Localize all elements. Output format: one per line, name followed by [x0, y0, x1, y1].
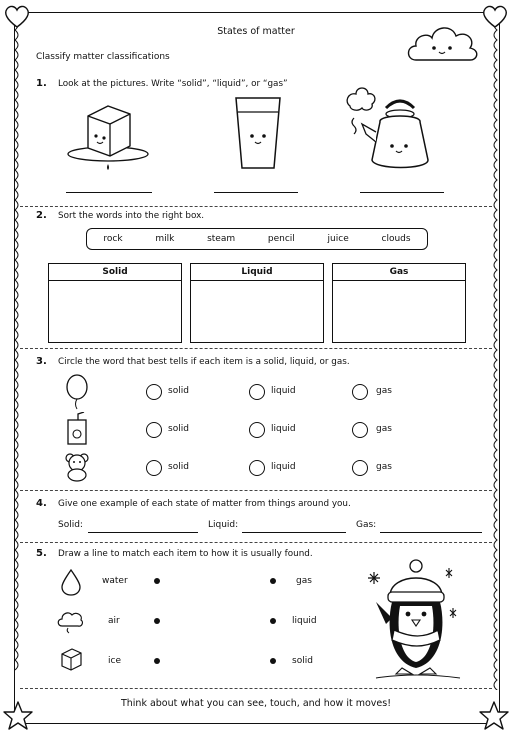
teddy-bear-icon [62, 452, 92, 482]
answer-line[interactable] [360, 192, 444, 193]
question-text: Circle the word that best tells if each item is a solid, liquid, or gas. [58, 357, 350, 367]
option-circle[interactable] [146, 460, 162, 476]
option-circle[interactable] [352, 460, 368, 476]
kettle-steam-icon [340, 84, 440, 176]
match-left-label: ice [108, 656, 121, 666]
match-dot-left[interactable] [154, 578, 160, 584]
match-dot-right[interactable] [270, 578, 276, 584]
option-label: gas [376, 386, 392, 396]
match-dot-right[interactable] [270, 618, 276, 624]
sort-box-solid[interactable] [48, 263, 182, 343]
question-text: Draw a line to match each item to how it is usually found. [58, 549, 313, 559]
word-bank-item: steam [207, 234, 236, 244]
sort-box-gas[interactable] [332, 263, 466, 343]
match-right-label: gas [296, 576, 312, 586]
option-circle[interactable] [249, 384, 265, 400]
sort-box-header: Gas [333, 264, 465, 281]
option-label: gas [376, 424, 392, 434]
match-left-label: water [102, 576, 128, 586]
water-drop-icon [60, 568, 82, 596]
match-right-label: liquid [292, 616, 317, 626]
section-divider [20, 348, 492, 349]
option-circle[interactable] [352, 422, 368, 438]
question-number: 4. [36, 498, 47, 509]
section-divider [20, 206, 492, 207]
option-circle[interactable] [352, 384, 368, 400]
option-circle[interactable] [146, 422, 162, 438]
section-divider [20, 490, 492, 491]
scallop-border-left [9, 20, 21, 690]
match-dot-left[interactable] [154, 618, 160, 624]
option-circle[interactable] [249, 422, 265, 438]
option-label: gas [376, 462, 392, 472]
option-label: liquid [271, 424, 296, 434]
option-label: solid [168, 386, 189, 396]
scallop-border-right [491, 20, 503, 690]
answer-line[interactable] [88, 532, 198, 533]
example-label-gas: Gas: [356, 520, 377, 530]
worksheet-subtitle: Classify matter classifications [36, 52, 170, 62]
option-circle[interactable] [146, 384, 162, 400]
word-bank-item: milk [155, 234, 175, 244]
match-dot-right[interactable] [270, 658, 276, 664]
word-bank-item: clouds [381, 234, 411, 244]
question-text: Give one example of each state of matter from things around you. [58, 499, 351, 509]
word-bank [86, 228, 428, 250]
option-label: solid [168, 424, 189, 434]
word-bank-item: pencil [267, 234, 295, 244]
question-number: 1. [36, 78, 47, 89]
ice-cube-small-icon [58, 646, 84, 672]
match-right-label: solid [292, 656, 313, 666]
word-bank-item: juice [327, 234, 349, 244]
juice-box-icon [64, 412, 92, 446]
glass-of-water-icon [228, 94, 288, 174]
section-divider [20, 542, 492, 543]
question-number: 5. [36, 548, 47, 559]
question-number: 2. [36, 210, 47, 221]
sort-box-liquid[interactable] [190, 263, 324, 343]
option-label: liquid [271, 386, 296, 396]
option-label: liquid [271, 462, 296, 472]
worksheet-title: States of matter [217, 26, 295, 37]
answer-line[interactable] [214, 192, 298, 193]
example-label-liquid: Liquid: [208, 520, 239, 530]
question-text: Look at the pictures. Write “solid”, “liquid”, or “gas” [58, 79, 288, 89]
balloon-icon [64, 374, 90, 410]
footer-note: Think about what you can see, touch, and how it moves! [120, 698, 392, 709]
air-cloud-icon [56, 608, 84, 634]
answer-line[interactable] [380, 532, 482, 533]
penguin-icon [360, 556, 470, 682]
match-left-label: air [108, 616, 120, 626]
word-bank-item: rock [103, 234, 123, 244]
question-number: 3. [36, 356, 47, 367]
sort-box-header: Solid [49, 264, 181, 281]
section-divider [20, 688, 492, 689]
ice-cube-icon [64, 98, 154, 176]
sort-box-header: Liquid [191, 264, 323, 281]
example-label-solid: Solid: [58, 520, 83, 530]
option-circle[interactable] [249, 460, 265, 476]
answer-line[interactable] [66, 192, 152, 193]
question-text: Sort the words into the right box. [58, 211, 205, 221]
option-label: solid [168, 462, 189, 472]
match-dot-left[interactable] [154, 658, 160, 664]
answer-line[interactable] [242, 532, 346, 533]
